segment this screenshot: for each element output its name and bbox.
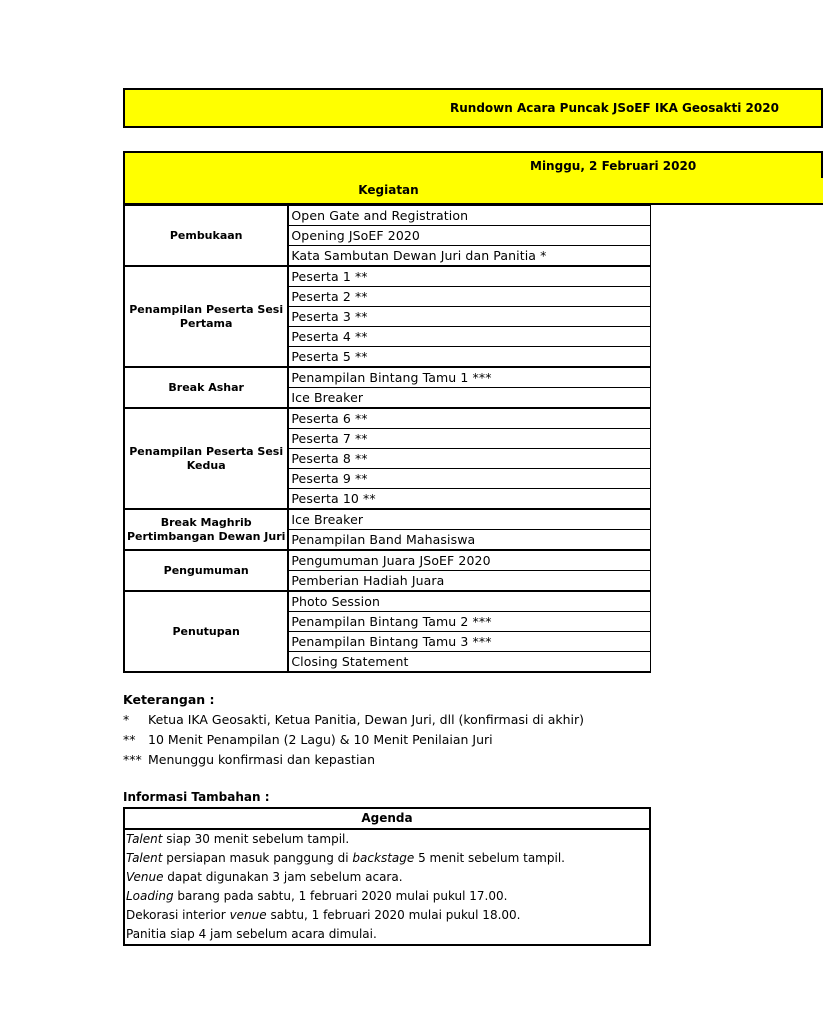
kegiatan-label: Kegiatan	[358, 183, 419, 197]
note-text: Ketua IKA Geosakti, Ketua Panitia, Dewan Juri, dll (konfirmasi di akhir)	[148, 712, 585, 727]
note-item	[123, 710, 584, 730]
section-name: Break Ashar	[124, 367, 288, 408]
activity-cell: Peserta 2 **	[288, 287, 650, 307]
agenda-text: backstage	[352, 851, 415, 865]
table-row	[124, 550, 651, 571]
activity-cell: Ice Breaker	[288, 388, 650, 409]
activity-cell: Penampilan Bintang Tamu 1 ***	[288, 367, 650, 388]
section-name: Pembukaan	[124, 205, 288, 266]
agenda-row	[125, 887, 649, 906]
notes-section	[123, 690, 584, 770]
info-heading: Informasi Tambahan :	[123, 790, 270, 804]
activity-cell: Peserta 5 **	[288, 347, 650, 368]
notes-heading: Keterangan :	[123, 692, 215, 707]
agenda-text: 5 menit sebelum tampil.	[414, 851, 565, 865]
agenda-text: persiapan masuk panggung di	[162, 851, 353, 865]
table-row	[124, 408, 651, 429]
activity-cell: Ice Breaker	[288, 509, 650, 530]
activity-cell: Peserta 7 **	[288, 429, 650, 449]
agenda-text: dapat digunakan 3 jam sebelum acara.	[163, 870, 403, 884]
activity-cell: Open Gate and Registration	[288, 205, 650, 226]
activity-cell: Penampilan Bintang Tamu 3 ***	[288, 632, 650, 652]
activity-cell: Kata Sambutan Dewan Juri dan Panitia *	[288, 246, 650, 267]
agenda-row	[125, 830, 649, 849]
agenda-header: Agenda	[125, 809, 649, 830]
activity-cell: Closing Statement	[288, 652, 650, 673]
table-row	[124, 591, 651, 612]
rundown-table	[123, 204, 651, 673]
note-item	[123, 750, 584, 770]
agenda-row	[125, 925, 649, 944]
event-date: Minggu, 2 Februari 2020	[530, 159, 697, 173]
activity-cell: Peserta 8 **	[288, 449, 650, 469]
agenda-table	[123, 807, 651, 946]
activity-cell: Peserta 6 **	[288, 408, 650, 429]
table-row	[124, 205, 651, 226]
section-name: Pengumuman	[124, 550, 288, 591]
agenda-text: Talent	[126, 851, 163, 865]
note-item	[123, 730, 584, 750]
agenda-text: Loading	[126, 889, 174, 903]
note-text: Menunggu konfirmasi dan kepastian	[148, 752, 375, 767]
activity-cell: Peserta 10 **	[288, 489, 650, 510]
title-banner	[123, 88, 823, 128]
note-marker: **	[123, 732, 136, 747]
activity-cell: Peserta 4 **	[288, 327, 650, 347]
note-text: 10 Menit Penampilan (2 Lagu) & 10 Menit Penilaian Juri	[148, 732, 493, 747]
activity-cell: Opening JSoEF 2020	[288, 226, 650, 246]
agenda-text: venue	[229, 908, 267, 922]
note-marker: *	[123, 712, 130, 727]
agenda-row	[125, 849, 649, 868]
activity-cell: Penampilan Band Mahasiswa	[288, 530, 650, 551]
agenda-text: Venue	[126, 870, 164, 884]
activity-cell: Photo Session	[288, 591, 650, 612]
page-title: Rundown Acara Puncak JSoEF IKA Geosakti 2020	[450, 101, 779, 115]
activity-cell: Peserta 1 **	[288, 266, 650, 287]
section-name: Penutupan	[124, 591, 288, 672]
activity-cell: Peserta 3 **	[288, 307, 650, 327]
agenda-row	[125, 868, 649, 887]
agenda-text: Panitia siap 4 jam sebelum acara dimulai.	[126, 927, 377, 941]
date-banner	[123, 151, 823, 179]
activity-cell: Penampilan Bintang Tamu 2 ***	[288, 612, 650, 632]
activity-cell: Pengumuman Juara JSoEF 2020	[288, 550, 650, 571]
agenda-text: Talent	[126, 832, 163, 846]
agenda-row	[125, 906, 649, 925]
section-name: Break Maghrib Pertimbangan Dewan Juri	[124, 509, 288, 550]
kegiatan-header	[123, 178, 823, 205]
section-name: Penampilan Peserta Sesi Pertama	[124, 266, 288, 367]
note-marker: ***	[123, 752, 142, 767]
activity-cell: Pemberian Hadiah Juara	[288, 571, 650, 592]
section-name: Penampilan Peserta Sesi Kedua	[124, 408, 288, 509]
table-row	[124, 266, 651, 287]
table-row	[124, 509, 651, 530]
agenda-text: barang pada sabtu, 1 februari 2020 mulai pukul 17.00.	[173, 889, 508, 903]
activity-cell: Peserta 9 **	[288, 469, 650, 489]
agenda-text: Dekorasi interior	[126, 908, 230, 922]
agenda-text: sabtu, 1 februari 2020 mulai pukul 18.00.	[266, 908, 521, 922]
agenda-text: siap 30 menit sebelum tampil.	[162, 832, 350, 846]
table-row	[124, 367, 651, 388]
